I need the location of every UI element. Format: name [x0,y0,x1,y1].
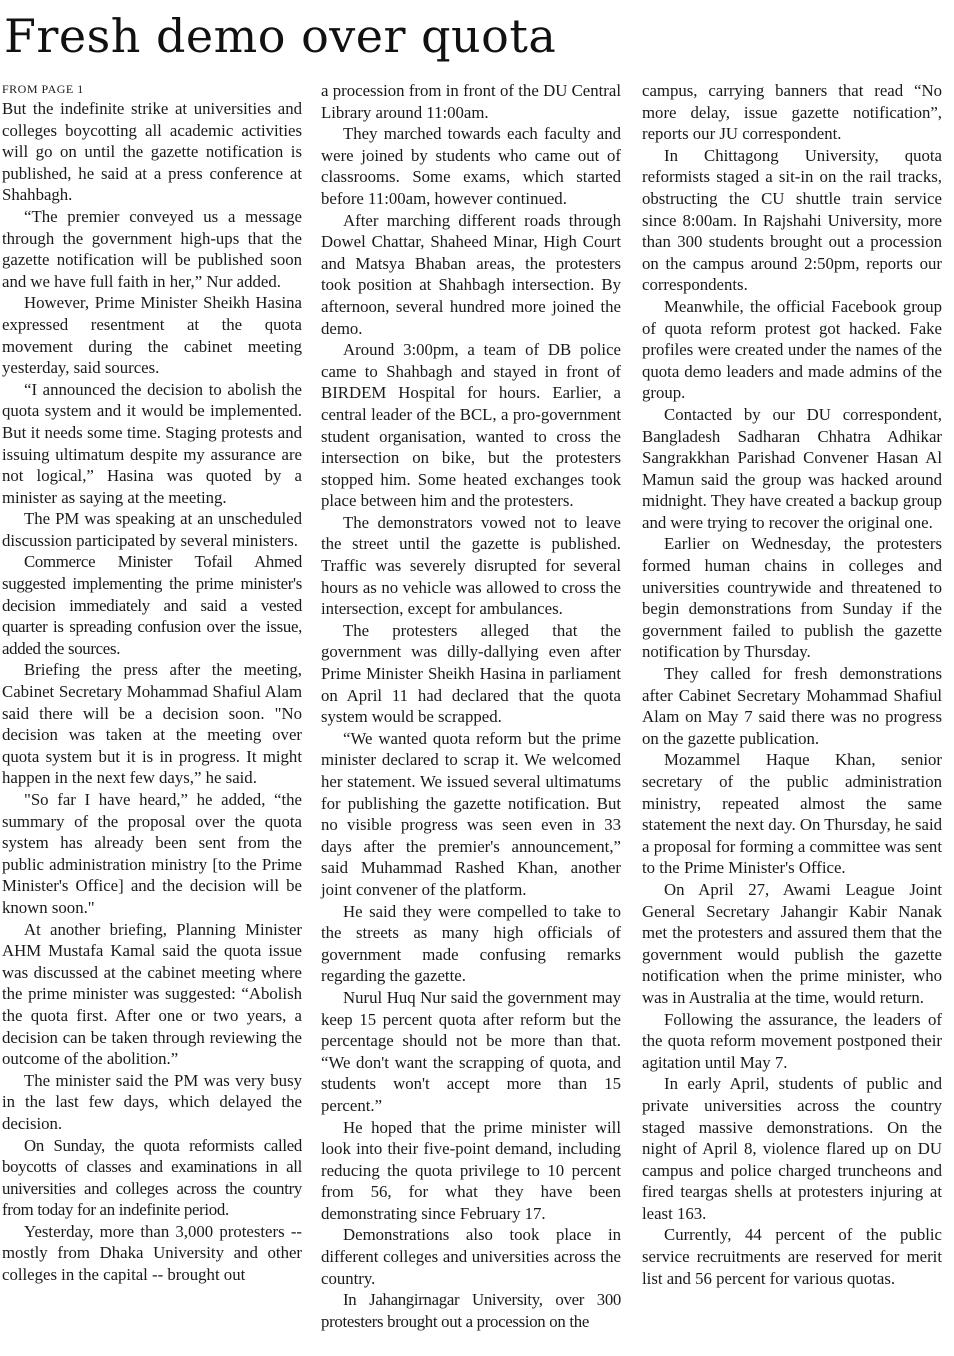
paragraph: Nurul Huq Nur said the government may keep 15 percent quota after reform but the percentage should not be more than that. “We don't want the scrapping of quota, and students won't accept more than 15 percent.” [321,987,621,1115]
paragraph: Commerce Minister Tofail Ahmed suggested implementing the prime minister's decision immediately and said a vested quarter is spreading confusion over the issue, added the sources. [2,552,302,658]
paragraph: Demonstrations also took place in different colleges and universities across the country. [321,1225,621,1288]
paragraph: Mozammel Haque Khan, senior secretary of the public administration ministry, repeated almost the same statement the next day. On Thursday, he said a proposal for forming a committee was sent to the Prime Minister's Office. [642,750,942,878]
paragraph: On Sunday, the quota reformists called boycotts of classes and examinations in all universities and colleges across the country from today for an indefinite period. [2,1135,302,1220]
paragraph: Around 3:00pm, a team of DB police came to Shahbagh and stayed in front of BIRDEM Hospital for hours. Earlier, a central leader of the BCL, a pro-government student organisation, wanted to cross the intersection on bike, but the protesters stopped him. Some heated exchanges took place between him and the protesters. [321,340,621,511]
paragraph: "So far I have heard,” he added, “the summary of the proposal over the quota system has already been sent from the public administration ministry [to the Prime Minister's Office] and the decision will be known soon." [2,790,302,917]
paragraph: Contacted by our DU correspondent, Bangladesh Sadharan Chhatra Adhikar Sangrakkhan Parishad Convener Hasan Al Mamun said the group was hacked around midnight. They have created a backup group and were trying to recover the original one. [642,404,942,532]
paragraph: “I announced the decision to abolish the quota system and it would be implemented. But it needs some time. Staging protests and issuing ultimatum despite my assurance are not logical,” Hasina was quoted by a minister as saying at the meeting. [2,379,302,507]
paragraph: After marching different roads through Dowel Chattar, Shaheed Minar, High Court and Matsya Bhaban areas, the protesters took position at Shahbagh intersection. By afternoon, several hundred more joined the demo. [321,210,621,338]
paragraph: Meanwhile, the official Facebook group of quota reform protest got hacked. Fake profiles were created under the names of the quota demo leaders and made admins of the group. [642,296,942,403]
paragraph: In Jahangirnagar University, over 300 protesters brought out a procession on the [321,1290,621,1331]
paragraph: But the indefinite strike at universities and colleges boycotting all academic activities will go on until the gazette notification is published, he said at a press conference at Shahbagh. [2,99,302,205]
paragraph: The demonstrators vowed not to leave the street until the gazette is published. Traffic was severely disrupted for several hours as no vehicle was allowed to cross the intersection, except for ambulances. [321,512,621,619]
paragraph: “We wanted quota reform but the prime minister declared to scrap it. We welcomed her statement. We issued several ultimatums for publishing the gazette notification. But no visible progress was seen even in 33 days after the premier's announcement,” said Muhammad Rashed Khan, another joint convener of the platform. [321,728,621,899]
paragraph: At another briefing, Planning Minister AHM Mustafa Kamal said the quota issue was discussed at the cabinet meeting where the prime minister was suggested: “Abolish the quota first. After one or two years, a decision can be taken through reviewing the outcome of the abolition.” [2,919,302,1069]
paragraph: He said they were compelled to take to the streets as many high officials of government made confusing remarks regarding the gazette. [321,901,621,986]
paragraph: They called for fresh demonstrations after Cabinet Secretary Mohammad Shafiul Alam on May 7 said there was no progress on the gazette publication. [642,664,942,748]
paragraph: Currently, 44 percent of the public service recruitments are reserved for merit list and 56 percent for various quotas. [642,1225,942,1288]
paragraph: In early April, students of public and private universities across the country staged massive demonstrations. On the night of April 8, violence flared up on DU campus and police charged truncheons and fired teargas shells at protesters injuring at least 163. [642,1074,942,1223]
paragraph: However, Prime Minister Sheikh Hasina expressed resentment at the quota movement during the cabinet meeting yesterday, said sources. [2,293,302,378]
paragraph: The minister said the PM was very busy in the last few days, which delayed the decision. [2,1070,302,1133]
paragraph: campus, carrying banners that read “No more delay, issue gazette notification”, reports our JU correspondent. [642,81,942,144]
paragraph: “The premier conveyed us a message through the government high-ups that the gazette notification will be published soon and we have full faith in her,” Nur added. [2,206,302,291]
column-3 [642,80,942,1289]
paragraph: On April 27, Awami League Joint General Secretary Jahangir Kabir Nanak met the protesters and assured them that the government would publish the gazette notification when the prime minister, who was in Australia at the time, would return. [642,879,942,1007]
paragraph: Following the assurance, the leaders of the quota reform movement postponed their agitation until May 7. [642,1009,942,1072]
paragraph: The PM was speaking at an unscheduled discussion participated by several ministers. [2,509,302,550]
paragraph: a procession from in front of the DU Central Library around 11:00am. [321,81,621,122]
headline: Fresh demo over quota [4,9,557,63]
paragraph: Earlier on Wednesday, the protesters formed human chains in colleges and universities countrywide and threatened to begin demonstrations from Sunday if the government failed to publish the gazette notification by Thursday. [642,534,942,662]
paragraph: In Chittagong University, quota reformists staged a sit-in on the rail tracks, obstructing the CU shuttle train service since 8:00am. In Rajshahi University, more than 300 students brought out a procession on the campus around 2:50pm, reports our correspondents. [642,145,942,295]
column-1 [2,80,302,1286]
paragraph: He hoped that the prime minister will look into their five-point demand, including reducing the quota privilege to 10 percent from 56, for what they have been demonstrating since February 17. [321,1117,621,1223]
paragraph: They marched towards each faculty and were joined by students who came out of classrooms. Some exams, which started before 11:00am, however continued. [321,124,621,208]
paragraph: Briefing the press after the meeting, Cabinet Secretary Mohammad Shafiul Alam said there will be a decision soon. "No decision was taken at the meeting over quota system but it is in progress. It might happen in the next few days,” he said. [2,660,302,788]
paragraph: The protesters alleged that the government was dilly-dallying even after Prime Minister Sheikh Hasina in parliament on April 11 had declared that the quota system would be scrapped. [321,620,621,727]
paragraph: Yesterday, more than 3,000 protesters -- mostly from Dhaka University and other colleges in the capital -- brought out [2,1221,302,1285]
jump-line: FROM PAGE 1 [2,82,84,96]
column-2 [321,80,621,1332]
